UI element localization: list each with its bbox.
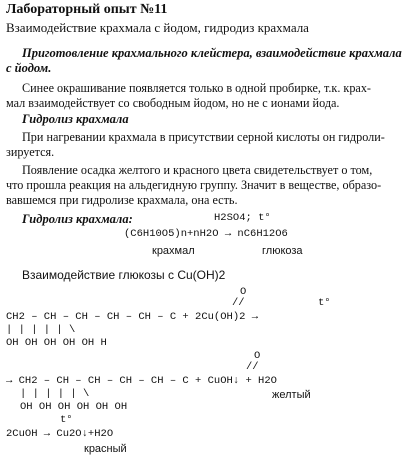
section2-text-line1: При нагревании крахмала в присутствии серной кислоты он гидроли- [22,130,385,144]
rxn3-condition: t° [60,414,73,426]
rxn1-below: OH OH OH OH OH H [6,337,107,349]
rxn2-below: OH OH OH OH OH OH [20,401,128,413]
section2-text2-line3: вавшемся при гидролизе крахмала, она есть. [6,193,238,207]
section2-text2-line1: Появление осадка желтого и красного цвета свидетельствует о том, [22,163,373,177]
rxn1-main: CH2 – CH – CH – CH – CH – C + 2Cu(OH)2 → [6,311,259,323]
section1-heading-line1: Приготовление крахмального клейстера, взаимодействие крахмала [22,46,402,60]
section1-text-line2: мал взаимодействует со свободным йодом, но не с ионами йода. [6,96,340,110]
page-subtitle: Взаимодействие крахмала с йодом, гидродиз крахмала [6,20,309,35]
section2-heading: Гидролиз крахмала [22,112,129,126]
rxn1-top-o: O [240,286,247,298]
hydrolysis-reactant-name: крахмал [152,245,195,257]
rxn2-product-color: желтый [272,389,311,401]
rxn2-top-o: O [254,350,261,362]
glucose-heading: Взаимодействие глюкозы с Cu(OH)2 [22,268,226,282]
hydrolysis-product-name: глюкоза [262,245,303,257]
hydrolysis-label: Гидролиз крахмала: [22,212,133,226]
rxn1-top-bond: // [232,297,245,309]
rxn2-main: → CH2 – CH – CH – CH – CH – C + CuOH↓ + H2O [6,375,277,387]
rxn1-condition: t° [318,297,331,309]
section2-text-line2: зируется. [6,145,55,159]
hydrolysis-equation: (C6H10O5)n+nH2O → nC6H12O6 [124,228,288,240]
rxn3-product-color: красный [84,443,127,455]
section1-heading-line2: с йодом. [6,61,52,75]
rxn2-bonds-below: | | | | | \ [20,388,90,400]
rxn1-bonds-below: | | | | | \ [6,324,76,336]
hydrolysis-condition: H2SO4; t° [214,212,271,224]
section1-text-line1: Синее окрашивание появляется только в одной пробирке, т.к. крах- [22,81,371,95]
section2-text2-line2: что прошла реакция на альдегидную группу. Значит в веществе, образо- [6,178,382,192]
rxn2-top-bond: // [246,361,259,373]
rxn3-main: 2CuOH → Cu2O↓+H2O [6,428,114,440]
page-title: Лабораторный опыт №11 [6,2,168,17]
